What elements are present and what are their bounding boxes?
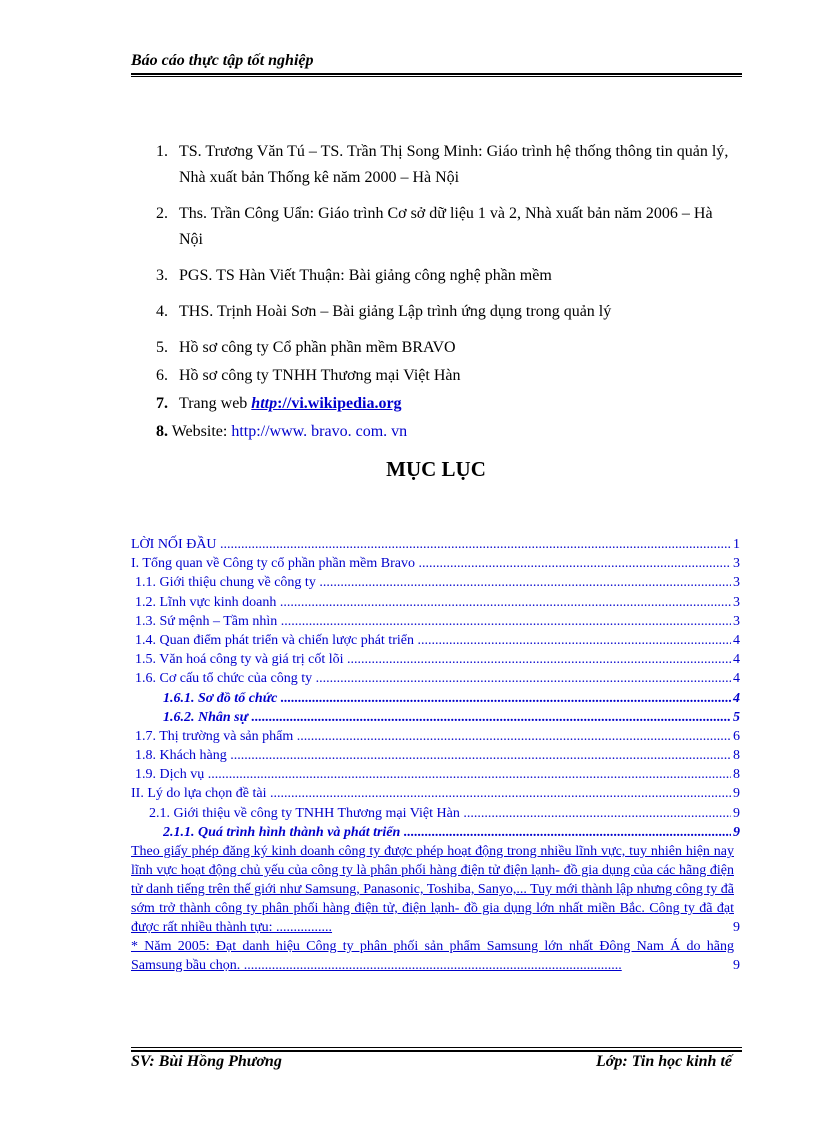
toc-page-number: 9 [733, 786, 740, 802]
header-rule-thin [131, 76, 742, 77]
toc-entry[interactable] [131, 784, 740, 803]
reference-text: PGS. TS Hàn Viết Thuận: Bài giảng công nghệ phần mềm [179, 267, 552, 284]
reference-number: 4. [156, 303, 168, 320]
reference-number: 6. [156, 367, 168, 384]
toc-title: MỤC LỤC [386, 457, 486, 481]
reference-item [156, 335, 736, 361]
reference-text: Hồ sơ công ty Cổ phần phần mềm BRAVO [179, 339, 456, 356]
table-of-contents [131, 535, 740, 975]
bravo-website-link[interactable]: http://www. bravo. com. vn [231, 423, 408, 440]
footer-rule-thin [131, 1047, 742, 1048]
toc-entry-label: 1.2. Lĩnh vực kinh doanh [135, 594, 277, 610]
toc-page-number: 4 [733, 671, 740, 687]
page-header-title: Báo cáo thực tập tốt nghiệp [131, 52, 314, 69]
toc-page-number: 9 [733, 920, 740, 935]
toc-page-number: 3 [733, 575, 740, 591]
wikipedia-link[interactable]: http://vi.wikipedia.org [251, 395, 402, 412]
toc-entry-label: 2.1.1. Quá trình hình thành và phát triển [163, 824, 401, 840]
reference-list [156, 139, 736, 445]
toc-page-number: 9 [733, 805, 740, 821]
toc-entry[interactable] [131, 708, 740, 727]
reference-item [133, 419, 736, 445]
toc-paragraph-entry[interactable] [131, 937, 740, 975]
toc-entry[interactable] [131, 689, 740, 708]
toc-page-number: 4 [733, 652, 740, 668]
toc-entry[interactable] [131, 593, 740, 612]
toc-entry[interactable] [131, 746, 740, 765]
toc-entry[interactable] [131, 554, 740, 573]
toc-page-number: 3 [733, 613, 740, 629]
reference-item [156, 299, 736, 325]
toc-page-number: 4 [733, 690, 740, 706]
toc-page-number: 1 [733, 537, 740, 552]
toc-page-number: 9 [733, 824, 740, 840]
reference-item [156, 139, 736, 191]
reference-number: 8. [156, 423, 168, 440]
toc-entry[interactable] [131, 823, 740, 842]
reference-number: 1. [156, 143, 168, 160]
toc-page-number: 6 [733, 728, 740, 744]
toc-entry[interactable] [131, 804, 740, 823]
toc-entry[interactable] [131, 765, 740, 784]
reference-number: 7. [156, 395, 168, 412]
toc-entry-label: I. Tổng quan về Công ty cổ phần phần mềm Bravo [131, 556, 415, 572]
header-rule [131, 73, 742, 75]
toc-entry-label: 1.1. Giới thiệu chung về công ty [135, 575, 316, 591]
toc-entry-label: 1.8. Khách hàng [135, 748, 227, 764]
reference-number: 2. [156, 205, 168, 222]
toc-entry[interactable] [131, 669, 740, 688]
footer-class: Lớp: Tin học kinh tế [596, 1053, 732, 1070]
reference-item [156, 201, 736, 253]
toc-entry[interactable] [131, 612, 740, 631]
toc-paragraph-text: * Năm 2005: Đạt danh hiệu Công ty phân phối sản phẩm Samsung lớn nhất Đông Nam Á do hãng Samsung bầu chọn. ............................................................................................................ [131, 939, 734, 973]
toc-entry-label: 1.5. Văn hoá công ty và giá trị cốt lõi [135, 652, 344, 668]
reference-number: 5. [156, 339, 168, 356]
reference-number: 3. [156, 267, 168, 284]
toc-entry[interactable] [131, 631, 740, 650]
toc-page-number: 9 [733, 958, 740, 973]
toc-entry-label: 1.6. Cơ cấu tổ chức của công ty [135, 671, 313, 687]
reference-text: Website: [171, 423, 228, 440]
toc-entry-label: 2.1. Giới thiệu về công ty TNHH Thương mại Việt Hàn [149, 805, 460, 821]
toc-page-number: 3 [733, 556, 740, 572]
footer-student: SV: Bùi Hồng Phương [131, 1053, 282, 1070]
reference-text: Ths. Trần Công Uẩn: Giáo trình Cơ sở dữ liệu 1 và 2, Nhà xuất bản năm 2006 – Hà Nội [179, 205, 713, 248]
toc-entry-label: 1.7. Thị trường và sản phẩm [135, 728, 294, 744]
toc-paragraph-entry[interactable] [131, 842, 740, 937]
toc-page-number: 8 [733, 748, 740, 764]
toc-entry[interactable] [131, 650, 740, 669]
toc-entry-label: 1.9. Dịch vụ [135, 767, 205, 783]
reference-text: Trang web [179, 395, 248, 412]
toc-entry-label: 1.4. Quan điểm phát triển và chiến lược phát triển [135, 632, 414, 648]
toc-page-number: 8 [733, 767, 740, 783]
toc-entry[interactable] [131, 535, 740, 554]
reference-text: Hồ sơ công ty TNHH Thương mại Việt Hàn [179, 367, 461, 384]
toc-page-number: 5 [733, 709, 740, 725]
toc-entry-label: II. Lý do lựa chọn đề tài [131, 786, 267, 802]
toc-page-number: 3 [733, 594, 740, 610]
toc-entry-label: 1.6.2. Nhân sự [163, 709, 249, 725]
reference-text: TS. Trương Văn Tú – TS. Trần Thị Song Minh: Giáo trình hệ thống thông tin quản lý, Nhà xuất bản Thống kê năm 2000 – Hà Nội [179, 143, 729, 186]
toc-entry[interactable] [131, 573, 740, 592]
toc-entry-label: 1.3. Sứ mệnh – Tầm nhìn [135, 613, 278, 629]
toc-paragraph-text: Theo giấy phép đăng ký kinh doanh công ty được phép hoạt động trong nhiều lĩnh vực, tuy nhiên hiện nay lĩnh vực hoạt động chủ yếu của công ty là phân phối hàng điện tử điện lạnh- đồ gia dụng của các hãng điện tử danh tiếng trên thế giới như Samsung, Panasonic, Toshiba, Sanyo,... Tuy mới thành lập nhưng công ty đã sớm trở thành công ty phân phối hàng điện tử, điện lạnh- đồ gia dụng lớn nhất miền Bắc. Công ty đã đạt được rất nhiều thành tựu: ................ [131, 844, 734, 935]
reference-item [156, 391, 736, 417]
toc-entry-label: LỜI NỐI ĐẦU [131, 537, 217, 552]
toc-page-number: 4 [733, 632, 740, 648]
footer-rule [131, 1050, 742, 1052]
reference-item [156, 363, 736, 389]
reference-text: THS. Trịnh Hoài Sơn – Bài giảng Lập trình ứng dụng trong quản lý [179, 303, 612, 320]
toc-entry[interactable] [131, 727, 740, 746]
reference-item [156, 263, 736, 289]
toc-entry-label: 1.6.1. Sơ đồ tổ chức [163, 690, 278, 706]
